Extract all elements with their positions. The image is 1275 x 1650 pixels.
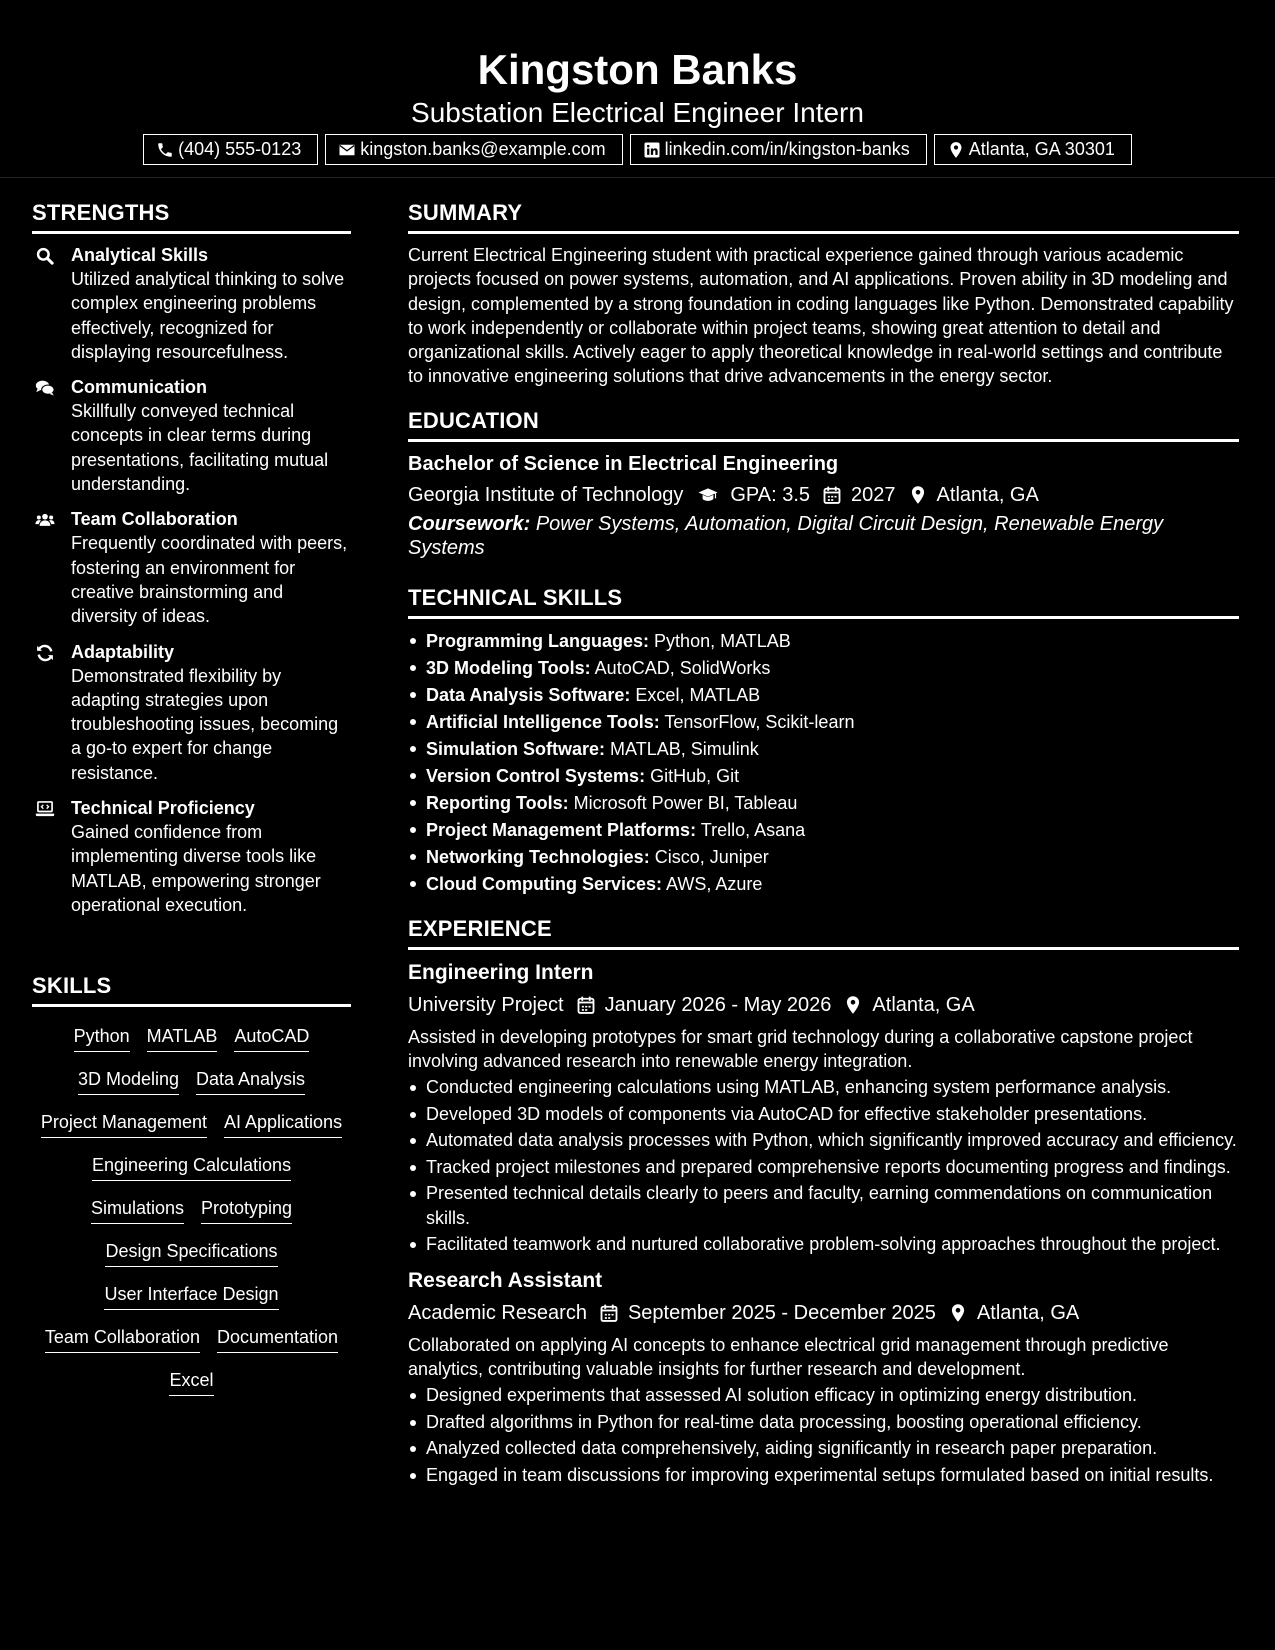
- coursework-label: Coursework:: [408, 512, 531, 535]
- strength-title: Communication: [71, 377, 208, 398]
- tech-skill-label: Cloud Computing Services:: [426, 873, 663, 894]
- tech-skill-value: AWS, Azure: [666, 873, 763, 894]
- degree-title: Bachelor of Science in Electrical Engineering: [408, 452, 839, 475]
- tech-skill-item: [408, 628, 1239, 655]
- tech-skill-value: Microsoft Power BI, Tableau: [573, 792, 798, 813]
- skill-tag: Engineering Calculations: [92, 1153, 291, 1181]
- job-bullet: Analyzed collected data comprehensively, aiding significantly in research paper preparation.: [408, 1436, 1239, 1461]
- school-name: Georgia Institute of Technology: [408, 483, 684, 506]
- tech-skill-label: Version Control Systems:: [426, 765, 646, 786]
- job-org: Academic Research: [408, 1301, 587, 1324]
- skill-tag: AutoCAD: [234, 1024, 309, 1052]
- contact-phone[interactable]: [143, 134, 318, 165]
- calendar-icon: [576, 995, 596, 1015]
- strength-desc: Demonstrated flexibility by adapting strategies upon troubleshooting issues, becoming a go-to expert for change resistance.: [71, 665, 339, 783]
- strength-title: Adaptability: [71, 641, 175, 662]
- tech-skill-label: Data Analysis Software:: [426, 684, 631, 705]
- strengths-heading: STRENGTHS: [32, 200, 351, 234]
- skills-heading: SKILLS: [32, 973, 351, 1007]
- gpa: GPA: 3.5: [730, 483, 811, 506]
- skill-tag: AI Applications: [224, 1110, 342, 1138]
- tech-skill-item: [408, 763, 1239, 790]
- map-marker-icon: [843, 995, 863, 1015]
- linkedin-icon: [643, 141, 661, 159]
- tech-skill-value: GitHub, Git: [650, 765, 740, 786]
- job-entry: [408, 1267, 1239, 1488]
- sync-icon: [34, 643, 56, 663]
- job-bullet: Drafted algorithms in Python for real-time data processing, boosting operational efficiency.: [408, 1410, 1239, 1435]
- tech-skill-item: [408, 871, 1239, 898]
- tech-skill-item: [408, 817, 1239, 844]
- coursework: [408, 512, 1239, 561]
- job-title: Engineering Intern: [408, 960, 594, 984]
- contact-location[interactable]: [934, 134, 1132, 165]
- summary-text: Current Electrical Engineering student with practical experience gained through various academic projects focused on power systems, automation, and AI applications. Proven ability in 3D modeling and design, complemented by a strong foundation in coding languages like Python. Demonstrated capability to work independently or collaborate within project teams, showing great attention to detail and organizational skills. Actively eager to apply theoretical knowledge in real-world settings and contribute to innovative engineering solutions that drive advancements in the energy sector.: [408, 245, 1234, 387]
- job-bullet: Engaged in team discussions for improving experimental setups formulated based on initial results.: [408, 1463, 1239, 1488]
- strength-desc: Utilized analytical thinking to solve complex engineering problems effectively, recognized for displaying resourcefulness.: [71, 269, 345, 362]
- tech-skill-item: [408, 790, 1239, 817]
- job-bullet: Tracked project milestones and prepared comprehensive reports documenting progress and findings.: [408, 1155, 1239, 1180]
- summary-section: [408, 200, 1239, 389]
- candidate-name: Kingston Banks: [477, 46, 798, 93]
- strength-title: Team Collaboration: [71, 509, 238, 530]
- contact-phone-text: (404) 555-0123: [178, 139, 302, 159]
- graduation-cap-icon: [695, 485, 721, 505]
- tech-skill-item: [408, 844, 1239, 871]
- skill-tag: 3D Modeling: [78, 1067, 179, 1095]
- graduation-year: 2027: [851, 483, 896, 506]
- contact-email-text: kingston.banks@example.com: [360, 139, 606, 159]
- job-bullet: Facilitated teamwork and nurtured collaborative problem-solving approaches throughout the project.: [408, 1232, 1239, 1257]
- experience-heading: EXPERIENCE: [408, 916, 1239, 950]
- tech-skill-item: [408, 709, 1239, 736]
- tech-skill-item: [408, 655, 1239, 682]
- education-section: [408, 408, 1239, 561]
- strength-title: Analytical Skills: [71, 245, 209, 265]
- strength-item: [32, 796, 351, 917]
- tech-skill-value: Cisco, Juniper: [654, 846, 769, 867]
- education-meta: [408, 481, 1239, 509]
- job-bullet: Designed experiments that assessed AI solution efficacy in optimizing energy distribution.: [408, 1383, 1239, 1408]
- technical-skills-heading: TECHNICAL SKILLS: [408, 585, 1239, 619]
- coursework-list: Power Systems, Automation, Digital Circuit Design, Renewable Energy Systems: [408, 512, 1164, 560]
- phone-icon: [156, 141, 174, 159]
- summary-heading: SUMMARY: [408, 200, 1239, 234]
- users-icon: [34, 510, 56, 530]
- tech-skill-value: AutoCAD, SolidWorks: [594, 657, 771, 678]
- tech-skill-label: Programming Languages:: [426, 630, 650, 651]
- job-org: University Project: [408, 993, 564, 1016]
- job-dates: January 2026 - May 2026: [604, 993, 832, 1016]
- technical-skills-section: [408, 585, 1239, 898]
- job-dates: September 2025 - December 2025: [627, 1301, 936, 1324]
- resume-header: [0, 0, 1275, 178]
- skill-tag: Simulations: [91, 1196, 184, 1224]
- calendar-icon: [822, 485, 842, 505]
- school-location: Atlanta, GA: [936, 483, 1039, 506]
- contact-linkedin[interactable]: [630, 134, 927, 165]
- map-marker-icon: [947, 141, 965, 159]
- job-meta: [408, 991, 1239, 1019]
- skill-tag: MATLAB: [147, 1024, 218, 1052]
- skill-tag: Data Analysis: [196, 1067, 305, 1095]
- job-bullet: Conducted engineering calculations using MATLAB, enhancing system performance analysis.: [408, 1075, 1239, 1100]
- job-bullet: Presented technical details clearly to peers and faculty, earning commendations on communication skills.: [408, 1181, 1239, 1230]
- strengths-section: [32, 200, 351, 917]
- strength-item: [32, 375, 351, 496]
- skill-tag: Documentation: [217, 1325, 338, 1353]
- skill-tag: Prototyping: [201, 1196, 292, 1224]
- skill-cloud: [32, 1007, 351, 1396]
- tech-skill-value: Python, MATLAB: [654, 630, 791, 651]
- skills-section: [32, 973, 351, 1396]
- tech-skill-label: Simulation Software:: [426, 738, 606, 759]
- job-bullet: Developed 3D models of components via AutoCAD for effective stakeholder presentations.: [408, 1102, 1239, 1127]
- tech-skill-label: 3D Modeling Tools:: [426, 657, 591, 678]
- laptop-code-icon: [34, 799, 56, 819]
- candidate-title: Substation Electrical Engineer Intern: [411, 97, 864, 128]
- job-bullet: Automated data analysis processes with Python, which significantly improved accuracy and efficiency.: [408, 1128, 1239, 1153]
- tech-skill-item: [408, 736, 1239, 763]
- skill-tag: Python: [74, 1024, 130, 1052]
- left-column: [32, 178, 351, 1390]
- tech-skill-item: [408, 682, 1239, 709]
- strength-item: [32, 640, 351, 785]
- skill-tag: Excel: [169, 1368, 213, 1396]
- contact-location-text: Atlanta, GA 30301: [968, 139, 1115, 159]
- calendar-icon: [599, 1303, 619, 1323]
- job-meta: [408, 1299, 1239, 1327]
- tech-skill-value: Excel, MATLAB: [635, 684, 761, 705]
- job-location: Atlanta, GA: [976, 1301, 1080, 1324]
- tech-skill-label: Networking Technologies:: [426, 846, 650, 867]
- tech-skill-value: MATLAB, Simulink: [610, 738, 759, 759]
- contact-email[interactable]: [325, 134, 622, 165]
- tech-skill-value: Trello, Asana: [700, 819, 806, 840]
- right-column: [408, 178, 1239, 1489]
- envelope-icon: [338, 141, 356, 159]
- job-description: Collaborated on applying AI concepts to enhance electrical grid management through predictive analytics, contributing valuable insights for further research and development.: [408, 1334, 1169, 1380]
- tech-skill-label: Artificial Intelligence Tools:: [426, 711, 660, 732]
- experience-section: [408, 916, 1239, 1488]
- contact-bar: [0, 134, 1275, 165]
- strength-desc: Gained confidence from implementing diverse tools like MATLAB, empowering stronger operational execution.: [71, 822, 321, 915]
- skill-tag: User Interface Design: [104, 1282, 278, 1310]
- map-marker-icon: [908, 485, 928, 505]
- strength-title: Technical Proficiency: [71, 798, 255, 819]
- tech-skill-label: Reporting Tools:: [426, 792, 569, 813]
- tech-skill-value: TensorFlow, Scikit-learn: [664, 711, 855, 732]
- skill-tag: Project Management: [41, 1110, 207, 1138]
- education-heading: EDUCATION: [408, 408, 1239, 442]
- job-title: Research Assistant: [408, 1268, 603, 1292]
- contact-linkedin-text: linkedin.com/in/kingston-banks: [664, 139, 910, 159]
- search-icon: [34, 246, 56, 266]
- skill-tag: Team Collaboration: [45, 1325, 200, 1353]
- strength-desc: Frequently coordinated with peers, fostering an environment for creative brainstorming and diversity of ideas.: [71, 533, 348, 627]
- job-location: Atlanta, GA: [872, 993, 975, 1016]
- strength-desc: Skillfully conveyed technical concepts in clear terms during presentations, facilitating mutual understanding.: [71, 401, 329, 495]
- map-marker-icon: [948, 1303, 968, 1323]
- strength-item: [32, 507, 351, 628]
- tech-skill-label: Project Management Platforms:: [426, 819, 697, 840]
- job-entry: [408, 959, 1239, 1257]
- strength-item: [32, 243, 351, 364]
- job-description: Assisted in developing prototypes for smart grid technology during a collaborative capstone project involving advanced research into renewable energy integration.: [408, 1026, 1193, 1072]
- comments-icon: [34, 378, 56, 398]
- skill-tag: Design Specifications: [105, 1239, 277, 1267]
